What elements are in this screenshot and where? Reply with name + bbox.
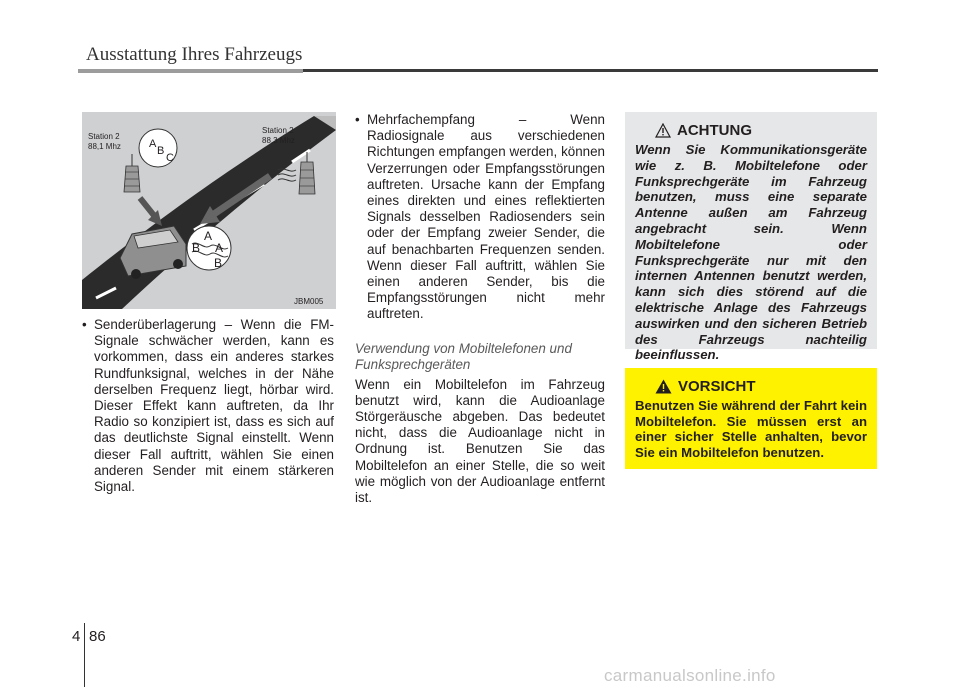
illustration-svg (82, 112, 336, 309)
page-header-title: Ausstattung Ihres Fahrzeugs (86, 44, 303, 65)
watermark: carmanualsonline.info (604, 666, 776, 685)
radio-interference-illustration (82, 112, 336, 309)
vorsicht-title: VORSICHT (678, 378, 756, 395)
vorsicht-body: Benutzen Sie während der Fahrt kein Mobiltelefon. Sie müssen erst an einer sicher Stelle anhalten, bevor Sie ein Mobiltelefon benutzen. (635, 398, 867, 460)
achtung-notice (625, 112, 877, 363)
bullet-paragraph (82, 317, 334, 495)
chapter-number: 4 (72, 628, 81, 645)
achtung-title-row (655, 122, 867, 139)
bullet-dot: • (355, 112, 360, 127)
achtung-body: Wenn Sie Kommunikationsgeräte wie z. B. Mobiltelefone oder Funksprechgeräte im Fahrzeug benutzen, muss eine separate Antenne außen am Fahrzeug angebracht sein. Wenn Mobiltelefone oder Funksprechgeräte nur mit den internen Antennen benutzt werden, kann sich dies störend auf die elektrische Anlage des Fahrzeugs auswirken und den sicheren Betrieb des Fahrzeugs nachteilig beeinflussen. (635, 142, 867, 363)
vorsicht-title-row (655, 378, 867, 395)
bubble-letter: C (166, 152, 174, 164)
page-number: 86 (89, 628, 106, 645)
bubble-letter: A (215, 241, 224, 255)
bubble-letter: A (204, 229, 213, 243)
paragraph-senderueberlagerung: Senderüberlagerung – Wenn die FM-Signale schwächer werden, kann es vorkommen, dass ein anderes starkes Rundfunksignal, welches in der Nähe derselben Frequenz liegt, hörbar wird. Dieser Effekt kann auftreten, da Ihr Radio so konzipiert ist, dass es sich auf das deutlichste Signal einstellt. Wenn dieser Fall auftritt, wählen Sie einen anderen Sender mit einem stärkeren Signal. (94, 317, 334, 495)
bubble-letter: B (214, 256, 223, 270)
section-subheading: Verwendung von Mobiltelefonen und Funksprechgeräten (355, 340, 572, 372)
footer-divider (84, 623, 85, 687)
paragraph-mobiltelefon: Wenn ein Mobiltelefon im Fahrzeug benutzt wird, kann die Audioanlage Störgeräusche abgeben. Das bedeutet nicht, dass die Audioanlage nicht in Ordnung ist. Benutzen Sie das Mobiltelefon an einer Stelle, die so weit wie möglich von der Audioanlage entfernt ist. (355, 376, 605, 506)
warning-triangle-icon (655, 379, 672, 394)
bullet-dot: • (82, 317, 87, 332)
paragraph-mehrfachempfang: Mehrfachempfang – Wenn Radiosignale aus verschiedenen Richtungen empfangen werden, können Verzerrungen oder Empfangsstörungen auftreten. Ursache kann der Empfang eines direkten und eines reflektierten Signals desselben Radiosenders sein oder der Empfang zweier Sender, die auf benachbarten Frequenzen senden. Wenn dieser Fall auftritt, wählen Sie einen anderen Sender, bis die Empfangsstörungen nicht mehr auftreten. (367, 112, 605, 322)
warning-triangle-outline-icon (655, 123, 671, 138)
figure-code: JBM005 (294, 297, 324, 306)
bubble-letter: B (192, 241, 201, 255)
header-rule-accent (78, 69, 303, 73)
vorsicht-notice (625, 368, 877, 469)
station-right-name: Station 2 (262, 126, 294, 135)
achtung-title: ACHTUNG (677, 122, 752, 139)
bubble-letter: A (149, 138, 157, 150)
bullet-paragraph (355, 112, 605, 323)
station-left-frequency: 88,1 Mhz (88, 142, 121, 151)
bubble-letter: B (157, 145, 165, 157)
station-right-frequency: 88,3 Mhz (262, 136, 295, 145)
middle-column (355, 112, 605, 506)
left-column (82, 317, 334, 495)
station-left-name: Station 2 (88, 132, 120, 141)
